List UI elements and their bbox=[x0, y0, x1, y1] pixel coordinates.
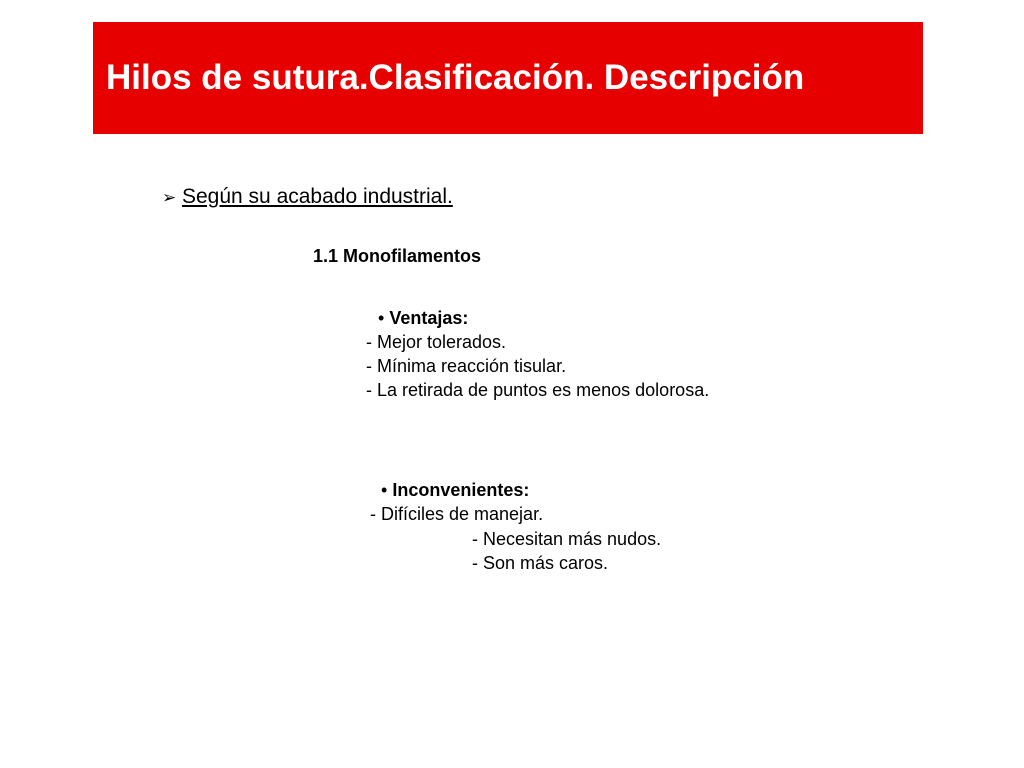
inconvenientes-item: - Difíciles de manejar. bbox=[370, 504, 544, 524]
subheading: 1.1 Monofilamentos bbox=[313, 246, 482, 266]
ventajas-header bbox=[378, 306, 468, 330]
ventajas-item: - Mejor tolerados. bbox=[366, 332, 507, 352]
ventajas-item: - Mínima reacción tisular. bbox=[366, 356, 567, 376]
section-heading bbox=[162, 184, 453, 211]
inconvenientes-item: - Son más caros. bbox=[472, 553, 609, 573]
ventajas-item: - La retirada de puntos es menos dolorosa. bbox=[366, 380, 710, 400]
title-bar bbox=[93, 22, 923, 134]
ventajas-label: Ventajas: bbox=[389, 308, 469, 328]
inconvenientes-label: Inconvenientes: bbox=[392, 480, 530, 500]
inconvenientes-header bbox=[381, 478, 529, 502]
bullet-icon: • bbox=[381, 480, 388, 500]
arrow-bullet-icon: ➢ bbox=[162, 188, 177, 207]
bullet-icon: • bbox=[378, 308, 385, 328]
section-heading-text: Según su acabado industrial. bbox=[182, 185, 453, 208]
inconvenientes-item: - Necesitan más nudos. bbox=[472, 529, 662, 549]
slide-title: Hilos de sutura.Clasificación. Descripción bbox=[106, 58, 805, 97]
